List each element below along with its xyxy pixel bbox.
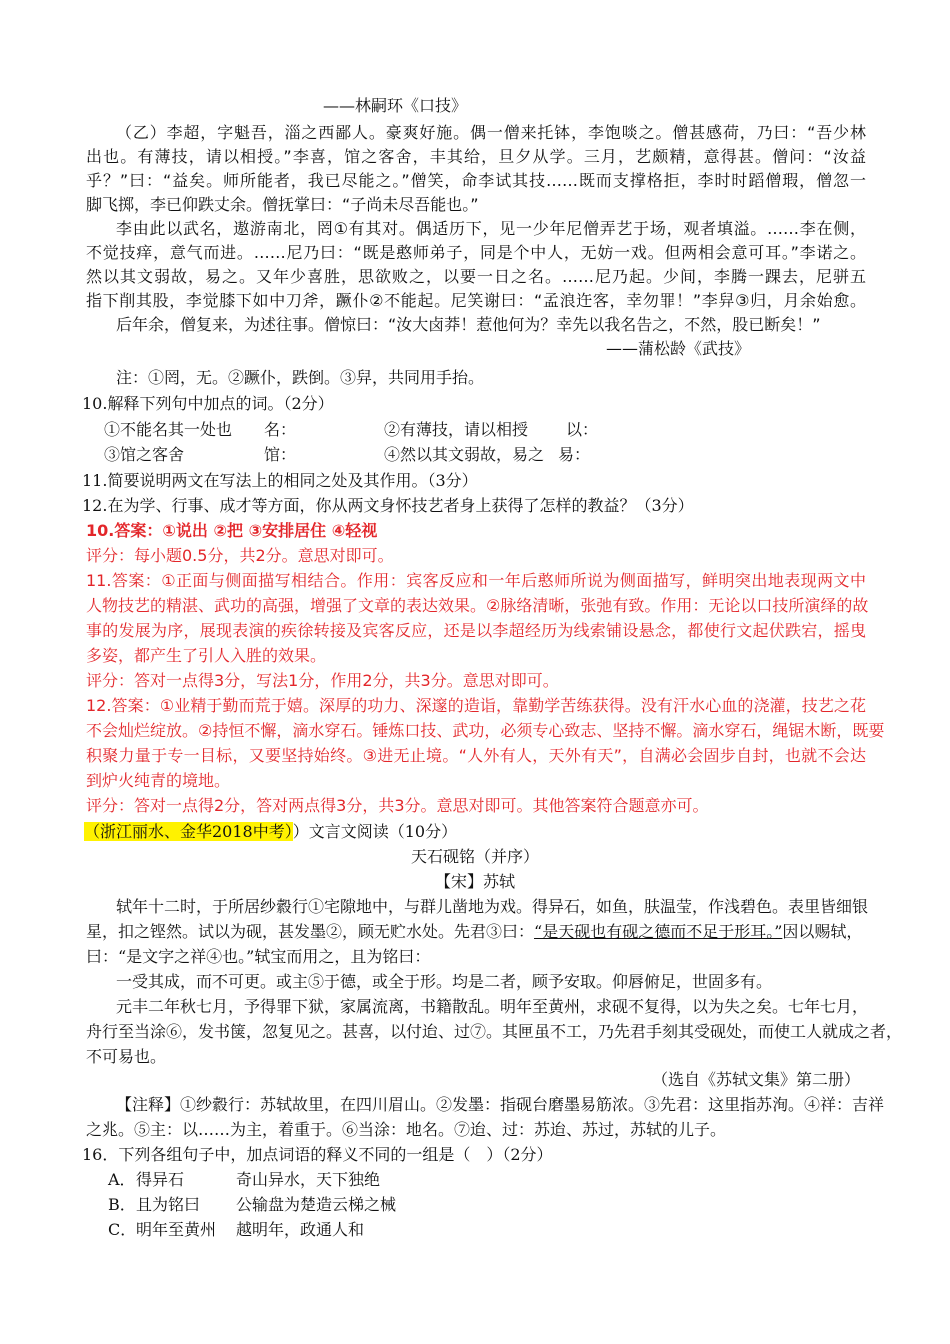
q10-item-1-label: 名： [264, 420, 297, 439]
option-c-left: 明年至黄州 [136, 1220, 217, 1239]
underlined-sentence: “是天砚也有砚之德而不足于形耳。” [534, 922, 783, 941]
passage-yi-line: 指下削其股，李觉膝下如中刀斧，蹶仆②不能起。尼笑谢曰：“孟浪迕客，幸勿罪！”李舁③归，月余始愈。 [86, 291, 866, 310]
section-b-heading [84, 820, 864, 844]
answer-10-score: 评分：每小题0.5分，共2分。意思对即可。 [86, 546, 394, 565]
annotation-line: 【注释】①纱縠行：苏轼故里，在四川眉山。②发墨：指砚台磨墨易筋浓。③先君：这里指苏洵。④祥：吉祥 [116, 1095, 885, 1114]
passage-yi-line: 不觉技痒，意气而进。……尼乃曰：“既是憨师弟子，同是个中人，无妨一戏。但两相会意可耳。”李诺之。 [86, 243, 866, 262]
body-line-2-end: 因以赐轼， [782, 922, 863, 941]
poem-title: 天石砚铭（并序） [410, 847, 539, 866]
answer-11-line: 多姿，都产生了引人入胜的效果。 [86, 646, 327, 665]
poem-author: 【宋】苏轼 [434, 872, 515, 891]
passage-jia-attribution: ——林嗣环《口技》 [322, 96, 467, 115]
q10-item-2: ②有薄技，请以相授 [384, 420, 529, 439]
answer-10: 10.答案：①说出 ②把 ③安排居住 ④轻视 [86, 521, 378, 540]
passage-yi-attribution: ——蒲松龄《武技》 [605, 339, 750, 358]
q10-item-1: ①不能名其一处也 [104, 420, 233, 439]
option-letter: A． [108, 1170, 136, 1189]
option-b-right: 公输盘为楚造云梯之械 [236, 1195, 397, 1214]
passage-yi-line: 出也。有薄技，请以相授。”李喜，馆之客舍，丰其给，旦夕从学。三月，艺颇精，意得甚。僧问：“汝益 [86, 147, 866, 166]
q10-item-4: ④然以其文弱故，易之 [384, 445, 545, 464]
body-line: 元丰二年秋七月，予得罪下狱，家属流离，书籍散乱。明年至黄州，求砚不复得，以为失之矣。七年七月， [116, 997, 869, 1016]
answer-12-line: 不会灿烂绽放。②持恒不懈，滴水穿石。锤炼口技、武功，必须专心致志、坚持不懈。滴水穿石，绳锯木断，既要 [86, 721, 885, 740]
answer-11-line: 人物技艺的精湛、武功的高强，增强了文章的表达效果。②脉络清晰，张弛有致。作用：无论以口技所演绎的故 [86, 596, 869, 615]
source-note: （选自《苏轼文集》第二册） [651, 1070, 860, 1089]
option-c-right: 越明年，政通人和 [236, 1220, 365, 1239]
answer-12-line: 12.答案：①业精于勤而荒于嬉。深厚的功力、深邃的造诣，靠勤学苦练获得。没有汗水心血的浇灌，技艺之花 [86, 696, 866, 715]
passage-yi-line: 乎？”曰：“益矣。师所能者，我已尽能之。”僧笑，命李试其技……既而支撑格拒，李时时蹈僧瑕，僧忽一 [86, 171, 866, 190]
source-highlight: （浙江丽水、金华2018中考） [84, 822, 293, 841]
answer-12-line: 到炉火纯青的境地。 [86, 771, 231, 790]
body-line: 不可易也。 [86, 1047, 167, 1066]
passage-yi-line: 后年余，僧复来，为述往事。僧惊曰：“汝大卤莽！惹他何为？幸先以我名告之，不然，股已断矣！” [116, 315, 821, 334]
passage-yi-line: 脚飞掷，李已仰跌丈余。僧抚掌曰：“子尚未尽吾能也。” [86, 195, 479, 214]
passage-yi-line: 然以其文弱故，易之。又年少喜胜，思欲败之，以要一日之名。……尼乃起。少间，李腾一踝去，尼骈五 [86, 267, 866, 286]
q10-item-3: ③馆之客舍 [104, 445, 185, 464]
answer-12-line: 积聚力量于专一目标，又要坚持始终。③进无止境。“人外有人，天外有天”，自满必会固步自封，也就不会达 [86, 746, 866, 765]
body-line: 曰：“是文字之祥④也。”轼宝而用之，且为铭曰： [86, 947, 431, 966]
answer-12-score: 评分：答对一点得2分，答对两点得3分，共3分。意思对即可。其他答案符合题意亦可。 [86, 796, 709, 815]
q10-item-4-label: 易： [558, 445, 591, 464]
question-12: 12.在为学、行事、成才等方面，你从两文身怀技艺者身上获得了怎样的教益？（3分） [82, 496, 694, 515]
passage-yi-line: 李由此以武名，遨游南北，罔①有其对。偶适历下，见一少年尼僧弄艺于场，观者填溢。……李在侧， [116, 219, 866, 238]
option-letter: C． [108, 1220, 137, 1239]
body-line: 轼年十二时，于所居纱縠行①宅隙地中，与群儿凿地为戏。得异石，如鱼，肤温莹，作浅碧色。表里皆细银 [116, 897, 869, 916]
option-a-left: 得异石 [136, 1170, 185, 1189]
question-11: 11.简要说明两文在写法上的相同之处及其作用。（3分） [82, 471, 478, 490]
body-line-2 [86, 920, 866, 944]
passage-yi-note: 注：①罔，无。②蹶仆，跌倒。③舁，共同用手抬。 [116, 368, 485, 387]
answer-11-line: 事的发展为序，展现表演的疾徐转接及宾客反应，还是以李超经历为线索铺设悬念，都使行文起伏跌宕，摇曳 [86, 621, 866, 640]
question-10: 10.解释下列句中加点的词。（2分） [82, 394, 334, 413]
option-letter: B． [108, 1195, 136, 1214]
section-b-heading-tail: ）文言文阅读（10分） [292, 822, 458, 841]
passage-yi-line: （乙）李超，字魁吾，淄之西鄙人。豪爽好施。偶一僧来托钵，李饱啖之。僧甚感荷，乃曰：“吾少林 [116, 123, 866, 142]
body-line: 一受其成，而不可更。或主⑤于德，或全于形。均是二者，顾予安取。仰唇俯足，世固多有。 [116, 972, 773, 991]
option-a-right: 奇山异水，天下独绝 [236, 1170, 381, 1189]
annotation-line: 之兆。⑤主：以……为主，着重于。⑥当涂：地名。⑦迨、过：苏迨、苏过，苏轼的儿子。 [86, 1120, 727, 1139]
answer-11-line: 11.答案：①正面与侧面描写相结合。作用：宾客反应和一年后憨师所说为侧面描写，鲜明突出地表现两文中 [86, 571, 866, 590]
question-16: 16．下列各组句子中，加点词语的释义不同的一组是（ ）（2分） [82, 1145, 553, 1164]
option-b-left: 且为铭曰 [136, 1195, 201, 1214]
q10-item-3-label: 馆： [264, 445, 297, 464]
body-line: 舟行至当涂⑥，发书箧，忽复见之。甚喜，以付迨、过⑦。其匣虽不工，乃先君手刻其受砚处，而使工人就成之者， [86, 1022, 903, 1041]
answer-11-score: 评分：答对一点得3分，写法1分，作用2分，共3分。意思对即可。 [86, 671, 559, 690]
body-line-2-start: 星，扣之铿然。试以为砚，甚发墨②，顾无贮水处。先君③曰： [86, 922, 535, 941]
q10-item-2-label: 以： [566, 420, 599, 439]
